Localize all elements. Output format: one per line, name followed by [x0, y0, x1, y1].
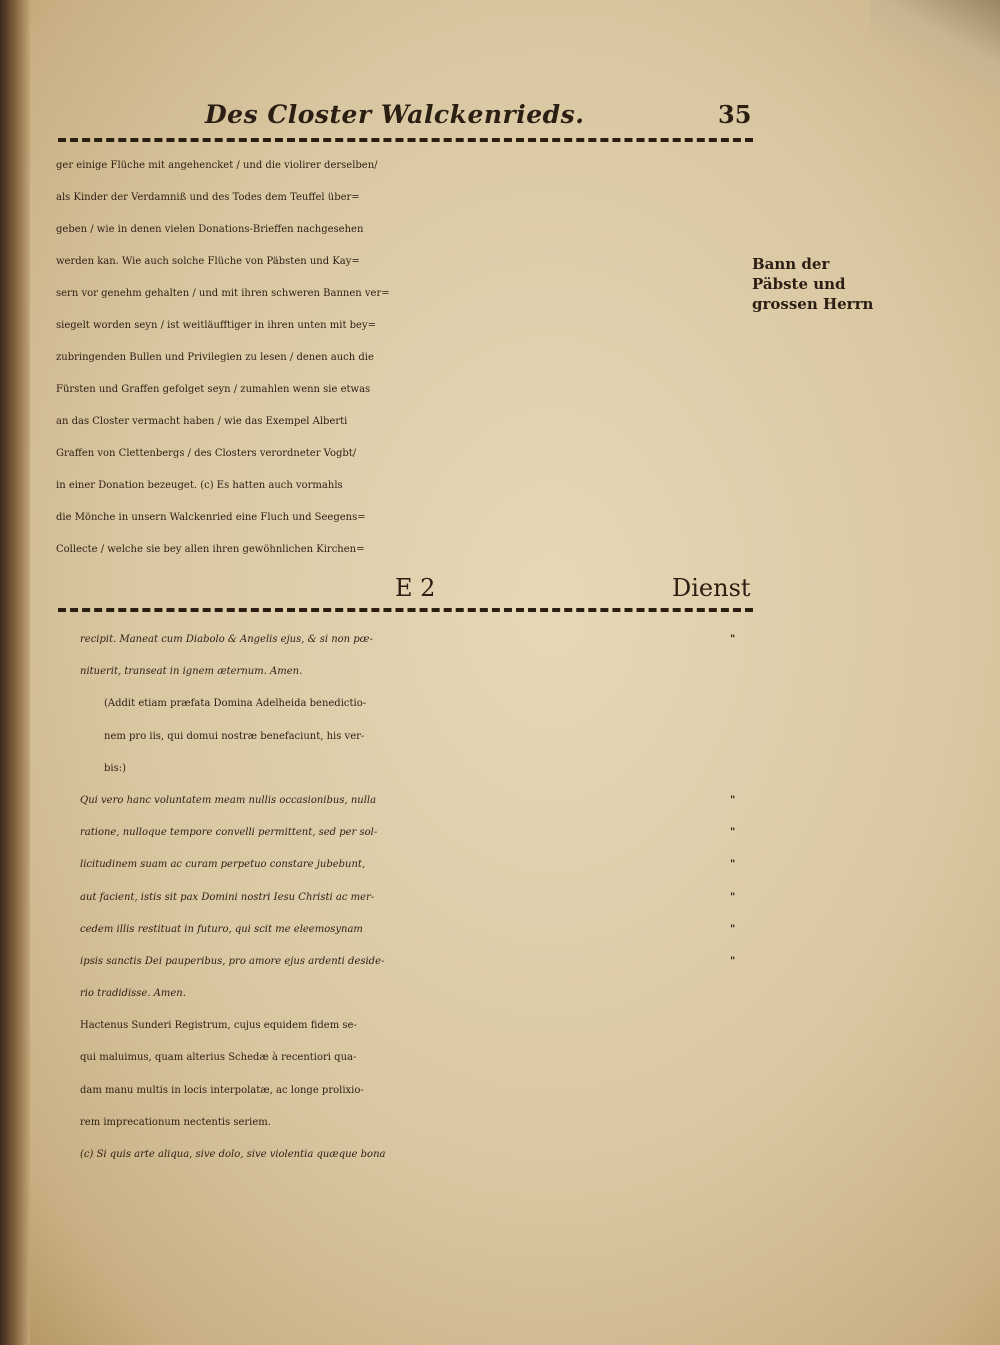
latin-line-text: qui maluimus, quam alterius Schedæ à recentiori qua-: [80, 1052, 357, 1064]
footnote-rule: [58, 608, 753, 612]
latin-line-text: (Addit etiam præfata Domina Adelheida benedictio-: [104, 698, 367, 710]
latin-line: [80, 882, 760, 914]
latin-line: [80, 1042, 760, 1074]
german-line: die Mönche in unsern Walckenried eine Fluch und Seegens=: [56, 512, 366, 523]
margin-note-line: grossen Herrn: [752, 295, 874, 313]
latin-line-text: ipsis sanctis Dei pauperibus, pro amore ejus ardenti deside-: [80, 955, 385, 967]
latin-line: [80, 688, 760, 720]
latin-line-text: ratione, nulloque tempore convelli permittent, sed per sol-: [80, 827, 378, 839]
german-line: siegelt worden seyn / ist weitläufftiger in ihren unten mit bey=: [56, 320, 376, 331]
latin-line: [80, 817, 760, 849]
german-line: in einer Donation bezeuget. (c) Es hatten auch vormahls: [56, 480, 343, 491]
latin-line: [80, 624, 760, 656]
german-line: sern vor genehm gehalten / und mit ihren schweren Bannen ver=: [56, 288, 390, 299]
page-number: 35: [718, 100, 752, 129]
quotation-mark: ": [730, 891, 736, 903]
latin-line: [80, 1107, 760, 1139]
german-line: ger einige Flüche mit angehencket / und die violirer derselben/: [56, 160, 378, 171]
latin-footnote-block: [80, 624, 760, 1171]
latin-line-text: Hactenus Sunderi Registrum, cujus equidem fidem se-: [80, 1020, 357, 1032]
german-line: an das Closter vermacht haben / wie das Exempel Alberti: [56, 416, 348, 427]
german-line: Fürsten und Graffen gefolget seyn / zumahlen wenn sie etwas: [56, 384, 371, 395]
latin-line-text: bis:): [104, 762, 127, 774]
latin-line-text: nem pro iis, qui domui nostræ benefaciunt, his ver-: [104, 730, 365, 742]
latin-line-text: dam manu multis in locis interpolatæ, ac longe prolixio-: [80, 1084, 364, 1096]
latin-line: [80, 721, 760, 753]
latin-line-text: Qui vero hanc voluntatem meam nullis occasionibus, nulla: [80, 794, 377, 806]
margin-note: [752, 254, 874, 314]
quotation-mark: ": [730, 794, 736, 806]
latin-line: [80, 1139, 760, 1171]
latin-line-text: rio tradidisse. Amen.: [80, 988, 186, 1000]
quotation-mark: ": [730, 859, 736, 871]
quotation-mark: ": [730, 634, 736, 645]
quotation-mark: ": [730, 923, 736, 935]
german-text-block: [56, 150, 756, 566]
german-line: Graffen von Clettenbergs / des Closters verordneter Vogbt/: [56, 448, 357, 459]
page-gutter: [0, 0, 30, 1345]
running-head: Des Closter Walckenrieds.: [205, 100, 585, 129]
latin-line-text: recipit. Maneat cum Diabolo & Angelis ejus, & si non pœ-: [80, 634, 373, 645]
latin-line-text: licitudinem suam ac curam perpetuo constare jubebunt,: [80, 859, 366, 871]
margin-note-line: Bann der: [752, 255, 830, 273]
margin-note-line: Päbste und: [752, 275, 846, 293]
quotation-mark: ": [730, 955, 736, 967]
latin-line: [80, 753, 760, 785]
german-line: werden kan. Wie auch solche Flüche von Päbsten und Kay=: [56, 256, 360, 267]
latin-line: [80, 656, 760, 688]
catchword: Dienst: [672, 574, 751, 602]
quotation-mark: ": [730, 827, 736, 839]
german-line: als Kinder der Verdamniß und des Todes dem Teuffel über=: [56, 192, 360, 203]
latin-line: [80, 785, 760, 817]
german-line: Collecte / welche sie bey allen ihren gewöhnlichen Kirchen=: [56, 544, 365, 555]
german-line: geben / wie in denen vielen Donations-Brieffen nachgesehen: [56, 224, 364, 235]
latin-line-text: nituerit, transeat in ignem æternum. Amen.: [80, 666, 303, 678]
latin-line: [80, 1010, 760, 1042]
latin-line: [80, 1075, 760, 1107]
latin-line: [80, 946, 760, 978]
signature-mark: E 2: [395, 574, 436, 602]
latin-line: [80, 914, 760, 946]
latin-line-text: rem imprecationum nectentis seriem.: [80, 1116, 271, 1128]
latin-line: [80, 849, 760, 881]
folded-corner: [870, 0, 1000, 95]
latin-line-text: aut facient, istis sit pax Domini nostri Iesu Christi ac mer-: [80, 891, 375, 903]
header-rule: [58, 138, 753, 142]
german-line: zubringenden Bullen und Privilegien zu lesen / denen auch die: [56, 352, 374, 363]
latin-line-text: cedem illis restituat in futuro, qui scit me eleemosynam: [80, 923, 363, 935]
latin-line: [80, 978, 760, 1010]
latin-line-text: (c) Si quis arte aliqua, sive dolo, sive violentia quæque bona: [80, 1149, 386, 1160]
